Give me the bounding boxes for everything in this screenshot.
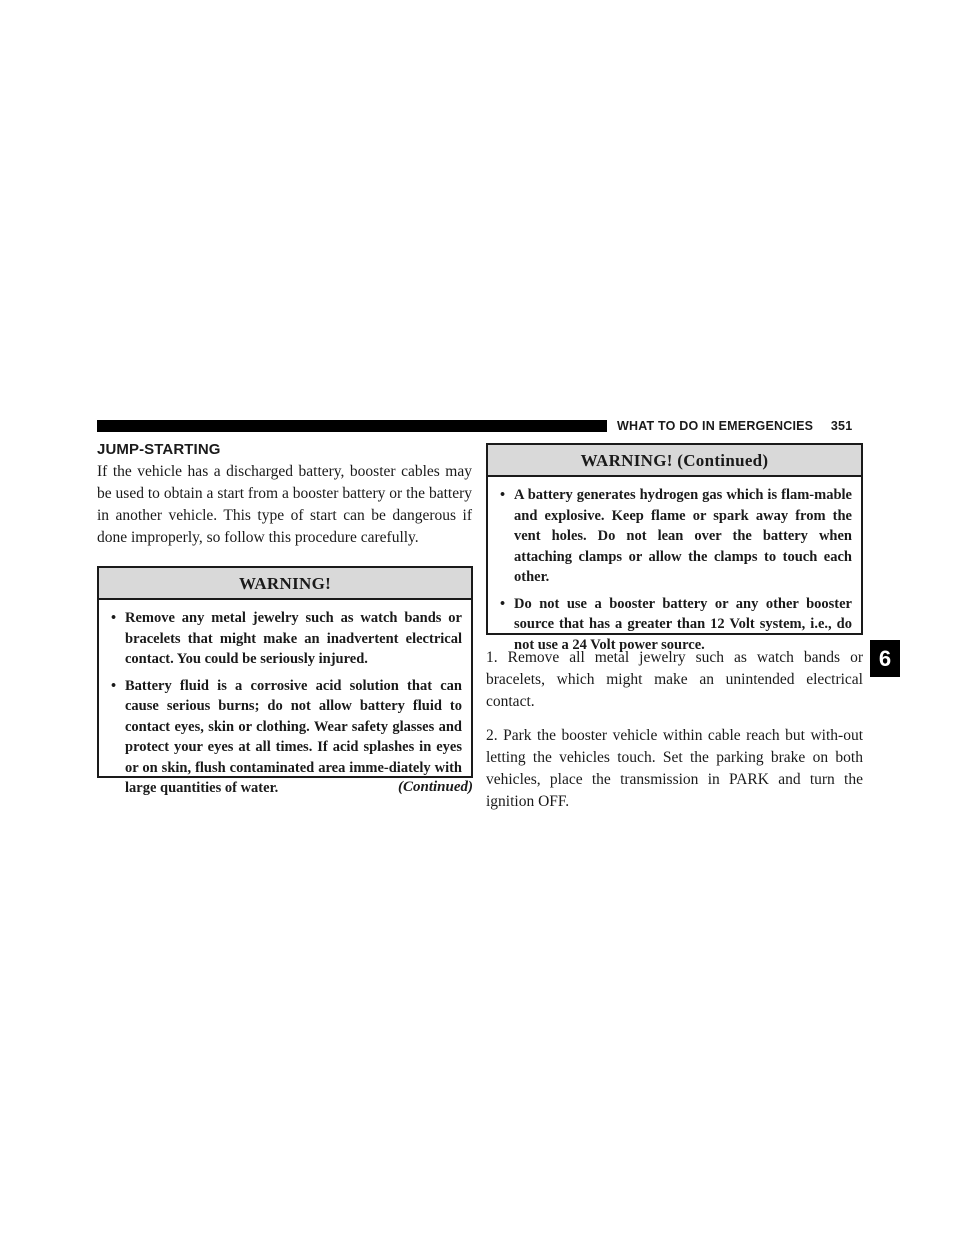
running-header bbox=[617, 417, 852, 435]
continued-label: (Continued) bbox=[397, 779, 473, 795]
bullet-icon: • bbox=[500, 487, 506, 503]
bullet-icon: • bbox=[111, 677, 117, 694]
warning-title: WARNING! bbox=[99, 568, 471, 600]
warning-continued-title: WARNING! (Continued) bbox=[488, 445, 861, 477]
warning-item bbox=[500, 485, 852, 588]
warning-item-text: Do not use a booster battery or any other booster source that has a greater than 12 Volt system, i.e., do not use a 24 Volt power source. bbox=[514, 595, 852, 653]
warning-continued-box bbox=[486, 443, 863, 653]
header-rule bbox=[97, 420, 607, 432]
bullet-icon: • bbox=[111, 610, 117, 626]
step-2-paragraph: 2. Park the booster vehicle within cable reach but with-out letting the vehicles touch. Set the parking brake on both vehicles, place the transmission in PARK and turn the ignition OFF. bbox=[486, 727, 863, 810]
warning-item bbox=[111, 608, 462, 670]
warning-item-text: A battery generates hydrogen gas which is flam-mable and explosive. Keep flame or spark away from the vent holes. Do not lean over the battery when attaching clamps or allow the clamps to touch each other. bbox=[514, 487, 852, 585]
intro-paragraph: If the vehicle has a discharged battery, booster cables may be used to obtain a start from a booster battery or the battery in another vehicle. This type of start can be dangerous if done improperly, so follow this procedure carefully. bbox=[97, 463, 472, 546]
section-heading: JUMP-STARTING bbox=[97, 441, 221, 458]
warning-item-text: Remove any metal jewelry such as watch bands or bracelets that might make an inadvertent electrical contact. You could be seriously injured. bbox=[125, 610, 462, 667]
warning-item bbox=[500, 594, 852, 656]
bullet-icon: • bbox=[500, 595, 506, 612]
warning-item-text: Battery fluid is a corrosive acid solution that can cause serious burns; do not allow battery fluid to contact eyes, skin or clothing. Wear safety glasses and protect your eyes at all times. If acid splashes in eyes or on skin, flush contaminated area imme-diately with large quantities of water. bbox=[125, 677, 462, 796]
warning-continued-list bbox=[488, 477, 861, 655]
step-1-paragraph: 1. Remove all metal jewelry such as watch bands or bracelets, which might make an unintended electrical contact. bbox=[486, 649, 863, 710]
section-title: WHAT TO DO IN EMERGENCIES bbox=[617, 419, 814, 433]
page-number: 351 bbox=[830, 419, 853, 433]
warning-list bbox=[99, 600, 471, 799]
chapter-tab: 6 bbox=[870, 640, 900, 677]
